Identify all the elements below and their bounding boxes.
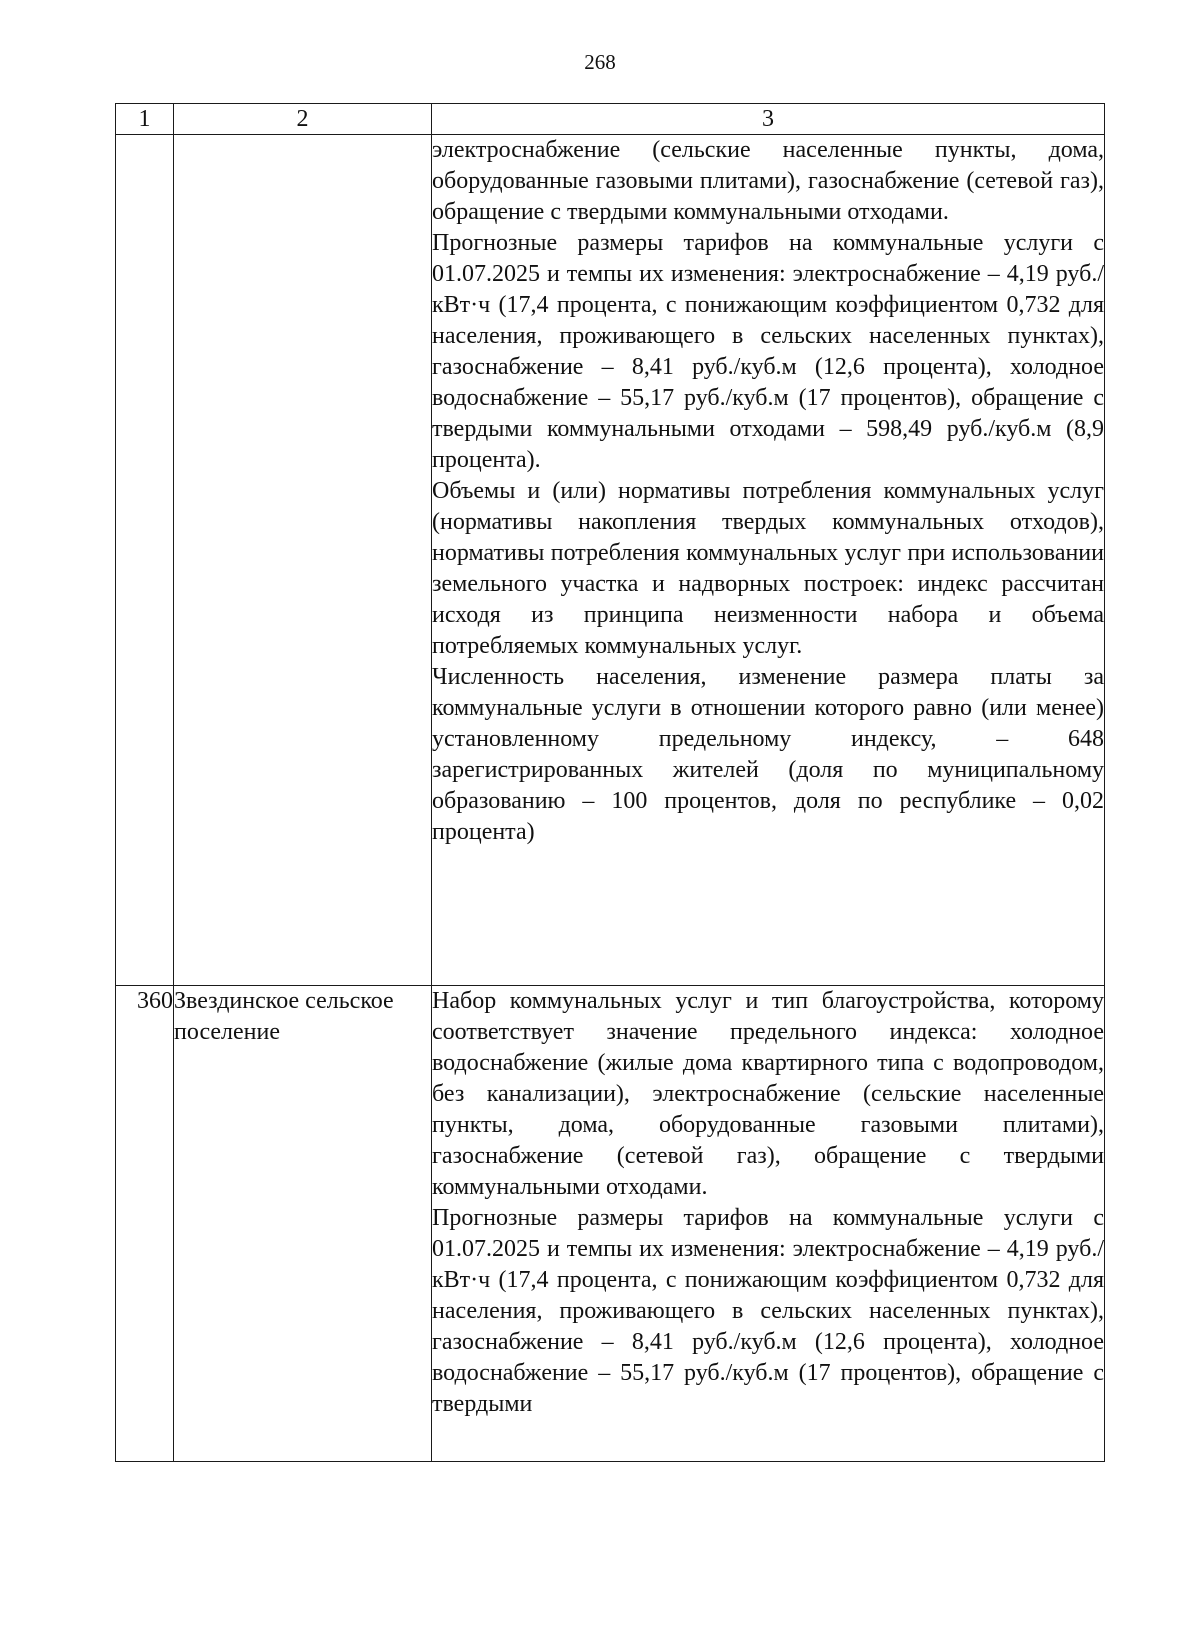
tariff-table xyxy=(115,103,1105,1462)
column-header-1: 1 xyxy=(116,104,174,135)
row-number: 360 xyxy=(116,986,174,1462)
description-paragraph: Набор коммунальных услуг и тип благоустройства, которому соответствует значение предельного индекса: холодное водоснабжение (жилые дома квартирного типа с водопроводом, без канализации), электроснабжение (сельские населенные пункты, дома, оборудованные газовыми плитами), газоснабжение (сетевой газ), обращение с твердыми коммунальными отходами. xyxy=(432,988,1104,1200)
description-paragraph: Численность населения, изменение размера платы за коммунальные услуги в отношении которого равно (или менее) установленному предельному индексу, – 648 зарегистрированных жителей (доля по муниципальному образованию – 100 процентов, доля по республике – 0,02 процента) xyxy=(432,664,1104,845)
table-row xyxy=(116,986,1105,1462)
municipality-name xyxy=(174,135,432,986)
table-header-row xyxy=(116,104,1105,135)
column-header-2: 2 xyxy=(174,104,432,135)
table-row xyxy=(116,135,1105,986)
municipality-name: Звездинское сельское поселение xyxy=(174,986,432,1462)
column-header-3: 3 xyxy=(432,104,1105,135)
description-cell xyxy=(432,135,1105,986)
page-number: 268 xyxy=(584,50,616,74)
row-number xyxy=(116,135,174,986)
description-cell xyxy=(432,986,1105,1462)
description-paragraph: электроснабжение (сельские населенные пункты, дома, оборудованные газовыми плитами), газоснабжение (сетевой газ), обращение с твердыми коммунальными отходами. xyxy=(432,137,1104,225)
description-paragraph: Прогнозные размеры тарифов на коммунальные услуги с 01.07.2025 и темпы их изменения: электроснабжение – 4,19 руб./кВт·ч (17,4 процента, с понижающим коэффициентом 0,732 для населения, проживающего в сельских населенных пунктах), газоснабжение – 8,41 руб./куб.м (12,6 процента), холодное водоснабжение – 55,17 руб./куб.м (17 процентов), обращение с твердыми xyxy=(432,1205,1104,1417)
description-paragraph: Объемы и (или) нормативы потребления коммунальных услуг (нормативы накопления твердых коммунальных отходов), нормативы потребления коммунальных услуг при использовании земельного участка и надворных построек: индекс рассчитан исходя из принципа неизменности набора и объема потребляемых коммунальных услуг. xyxy=(432,478,1104,659)
description-paragraph: Прогнозные размеры тарифов на коммунальные услуги с 01.07.2025 и темпы их изменения: электроснабжение – 4,19 руб./кВт·ч (17,4 процента, с понижающим коэффициентом 0,732 для населения, проживающего в сельских населенных пунктах), газоснабжение – 8,41 руб./куб.м (12,6 процента), холодное водоснабжение – 55,17 руб./куб.м (17 процентов), обращение с твердыми коммунальными отходами – 598,49 руб./куб.м (8,9 процента). xyxy=(432,230,1104,473)
